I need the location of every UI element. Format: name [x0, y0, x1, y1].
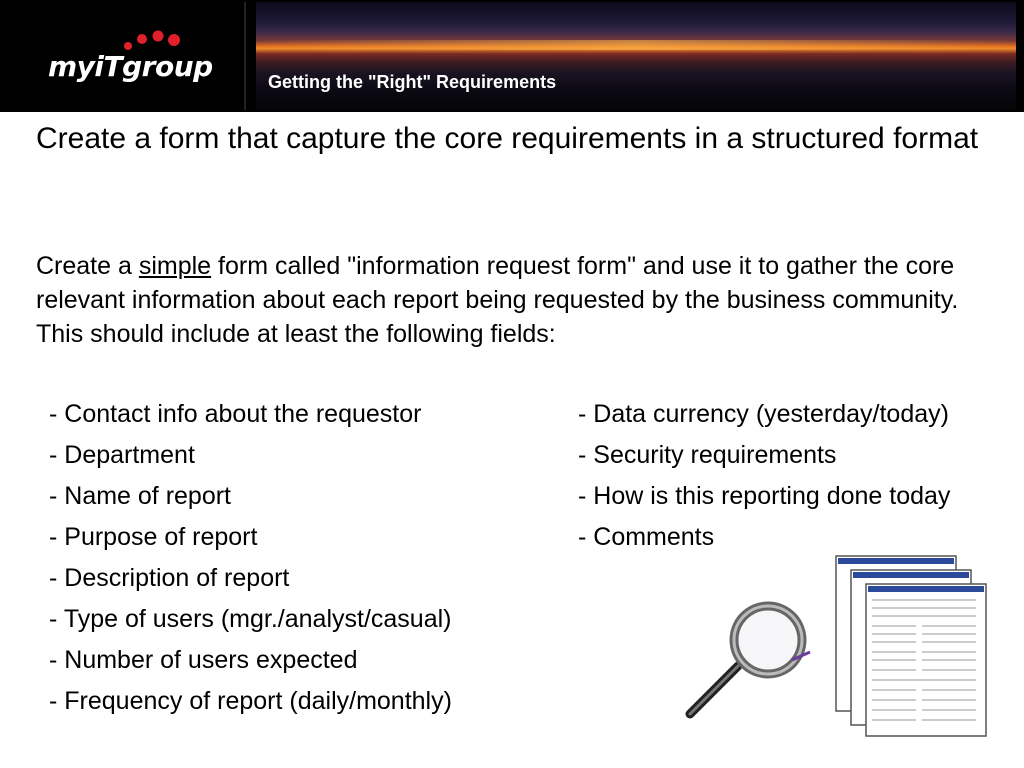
field-item: - How is this reporting done today — [578, 482, 951, 510]
field-item: - Name of report — [49, 482, 232, 510]
field-item: - Department — [49, 441, 195, 469]
banner-horizon-glow — [256, 40, 1016, 50]
logo-dots-icon — [120, 30, 190, 52]
slide-heading: Create a form that capture the core requirements in a structured format — [36, 122, 979, 155]
para-text-after: form called "information request form" and use it to gather the core relevant information about each report being requested by the business community. This should include at least the following fields: — [36, 252, 959, 348]
sunset-banner — [256, 2, 1016, 110]
field-item: - Number of users expected — [49, 646, 358, 674]
slide-header — [0, 0, 1024, 112]
fields-list-right — [578, 394, 950, 558]
intro-paragraph — [36, 249, 1011, 351]
logo-text: myiTgroup — [48, 50, 213, 83]
fields-list-left — [49, 394, 452, 722]
magnifying-glass-icon — [690, 606, 810, 714]
field-item: - Description of report — [49, 564, 290, 592]
field-item: - Comments — [578, 523, 715, 551]
banner-title: Getting the "Right" Requirements — [268, 72, 557, 92]
document-magnifier-illustration — [676, 548, 1016, 748]
field-item: - Data currency (yesterday/today) — [578, 400, 949, 428]
para-emphasis: simple — [138, 252, 212, 280]
field-item: - Type of users (mgr./analyst/casual) — [49, 605, 452, 633]
document-pages-icon — [836, 556, 986, 736]
field-item: - Purpose of report — [49, 523, 258, 551]
field-item: - Frequency of report (daily/monthly) — [49, 687, 452, 715]
para-text-before: Create a — [36, 252, 139, 280]
field-item: - Security requirements — [578, 441, 837, 469]
company-logo — [2, 2, 246, 110]
field-item: - Contact info about the requestor — [49, 400, 422, 428]
